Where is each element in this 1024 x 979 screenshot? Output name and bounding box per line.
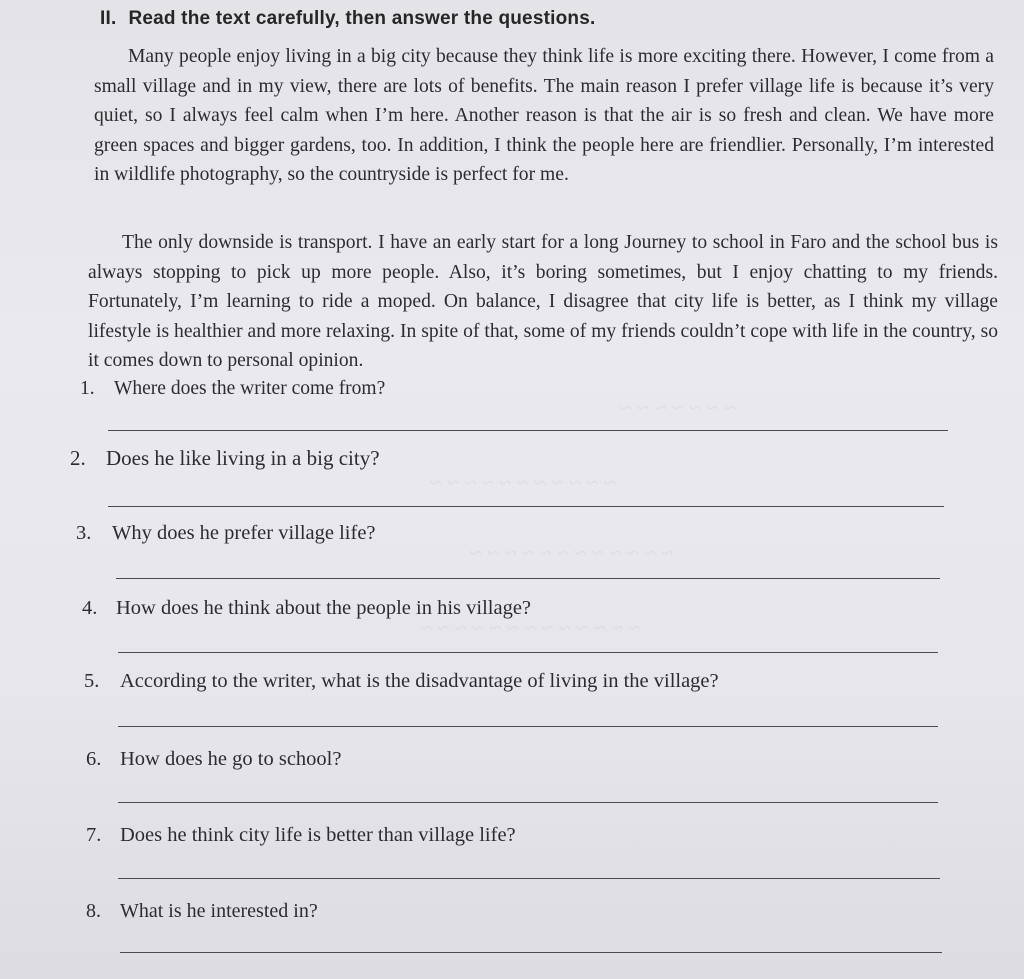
question-8 — [86, 900, 318, 923]
question-number: 8. — [86, 900, 101, 922]
bleed-through-texture: ~ ~ ~ ~ ~ ~ ~ ~ ~ ~ ~ ~ — [470, 540, 674, 565]
answer-line-7[interactable] — [118, 878, 940, 879]
paragraph-1-text: Many people enjoy living in a big city because they think life is more exciting there. However, I come from a small village and in my view, there are lots of benefits. The main reason I prefer village life is because it’s very quiet, so I always feel calm when I’m here. Another reason is that the air is so fresh and clean. We have more green spaces and bigger gardens, too. In addition, I think the people here are friendlier. Personally, I’m interested in wildlife photography, so the countryside is perfect for me. — [94, 46, 994, 186]
answer-line-3[interactable] — [116, 578, 940, 579]
question-number: 5. — [84, 670, 100, 692]
bleed-through-texture: ~ ~ ~ ~ ~ ~ ~ — [620, 395, 737, 420]
question-text: According to the writer, what is the disadvantage of living in the village? — [120, 670, 719, 692]
bleed-through-texture: ~ ~ ~ ~ ~ ~ ~ ~ ~ ~ ~ ~ ~ — [420, 615, 641, 640]
paragraph-2-text: The only downside is transport. I have an early start for a long Journey to school in Faro and the school bus is always stopping to pick up more people. Also, it’s boring sometimes, but I enjoy chatting to my friends. Fortunately, I’m learning to ride a moped. On balance, I disagree that city life is better, as I think my village lifestyle is healthier and more relaxing. In spite of that, some of my friends couldn’t cope with life in the country, so it comes down to personal opinion. — [88, 232, 998, 372]
question-text: Does he like living in a big city? — [106, 446, 380, 470]
question-number: 7. — [86, 824, 102, 846]
question-number: 1. — [80, 378, 95, 399]
answer-line-6[interactable] — [118, 802, 938, 803]
question-5 — [84, 670, 719, 693]
section-heading — [100, 8, 595, 30]
question-text: How does he go to school? — [120, 748, 342, 770]
question-text: Does he think city life is better than village life? — [120, 824, 516, 846]
bleed-through-texture: ~ ~ ~ ~ ~ ~ ~ ~ ~ ~ ~ — [430, 470, 616, 495]
question-1 — [80, 378, 385, 400]
question-number: 2. — [70, 446, 86, 470]
answer-line-5[interactable] — [118, 726, 938, 727]
question-text: What is he interested in? — [120, 900, 318, 922]
question-text: How does he think about the people in his village? — [116, 597, 532, 619]
answer-line-1[interactable] — [108, 430, 948, 431]
question-2 — [70, 446, 380, 471]
question-7 — [86, 824, 516, 847]
section-instruction: Read the text carefully, then answer the questions. — [128, 8, 596, 29]
answer-line-2[interactable] — [108, 506, 944, 507]
answer-line-8[interactable] — [120, 952, 942, 953]
question-text: Where does the writer come from? — [114, 378, 386, 399]
question-number: 4. — [82, 597, 98, 619]
question-3 — [76, 522, 376, 545]
passage-paragraph-1 — [94, 42, 994, 190]
question-6 — [86, 748, 341, 771]
question-4 — [82, 597, 531, 620]
answer-line-4[interactable] — [118, 652, 938, 653]
question-number: 3. — [76, 522, 92, 544]
question-text: Why does he prefer village life? — [112, 522, 376, 544]
question-number: 6. — [86, 748, 102, 770]
passage-paragraph-2 — [88, 228, 998, 376]
section-number: II. — [100, 8, 117, 29]
